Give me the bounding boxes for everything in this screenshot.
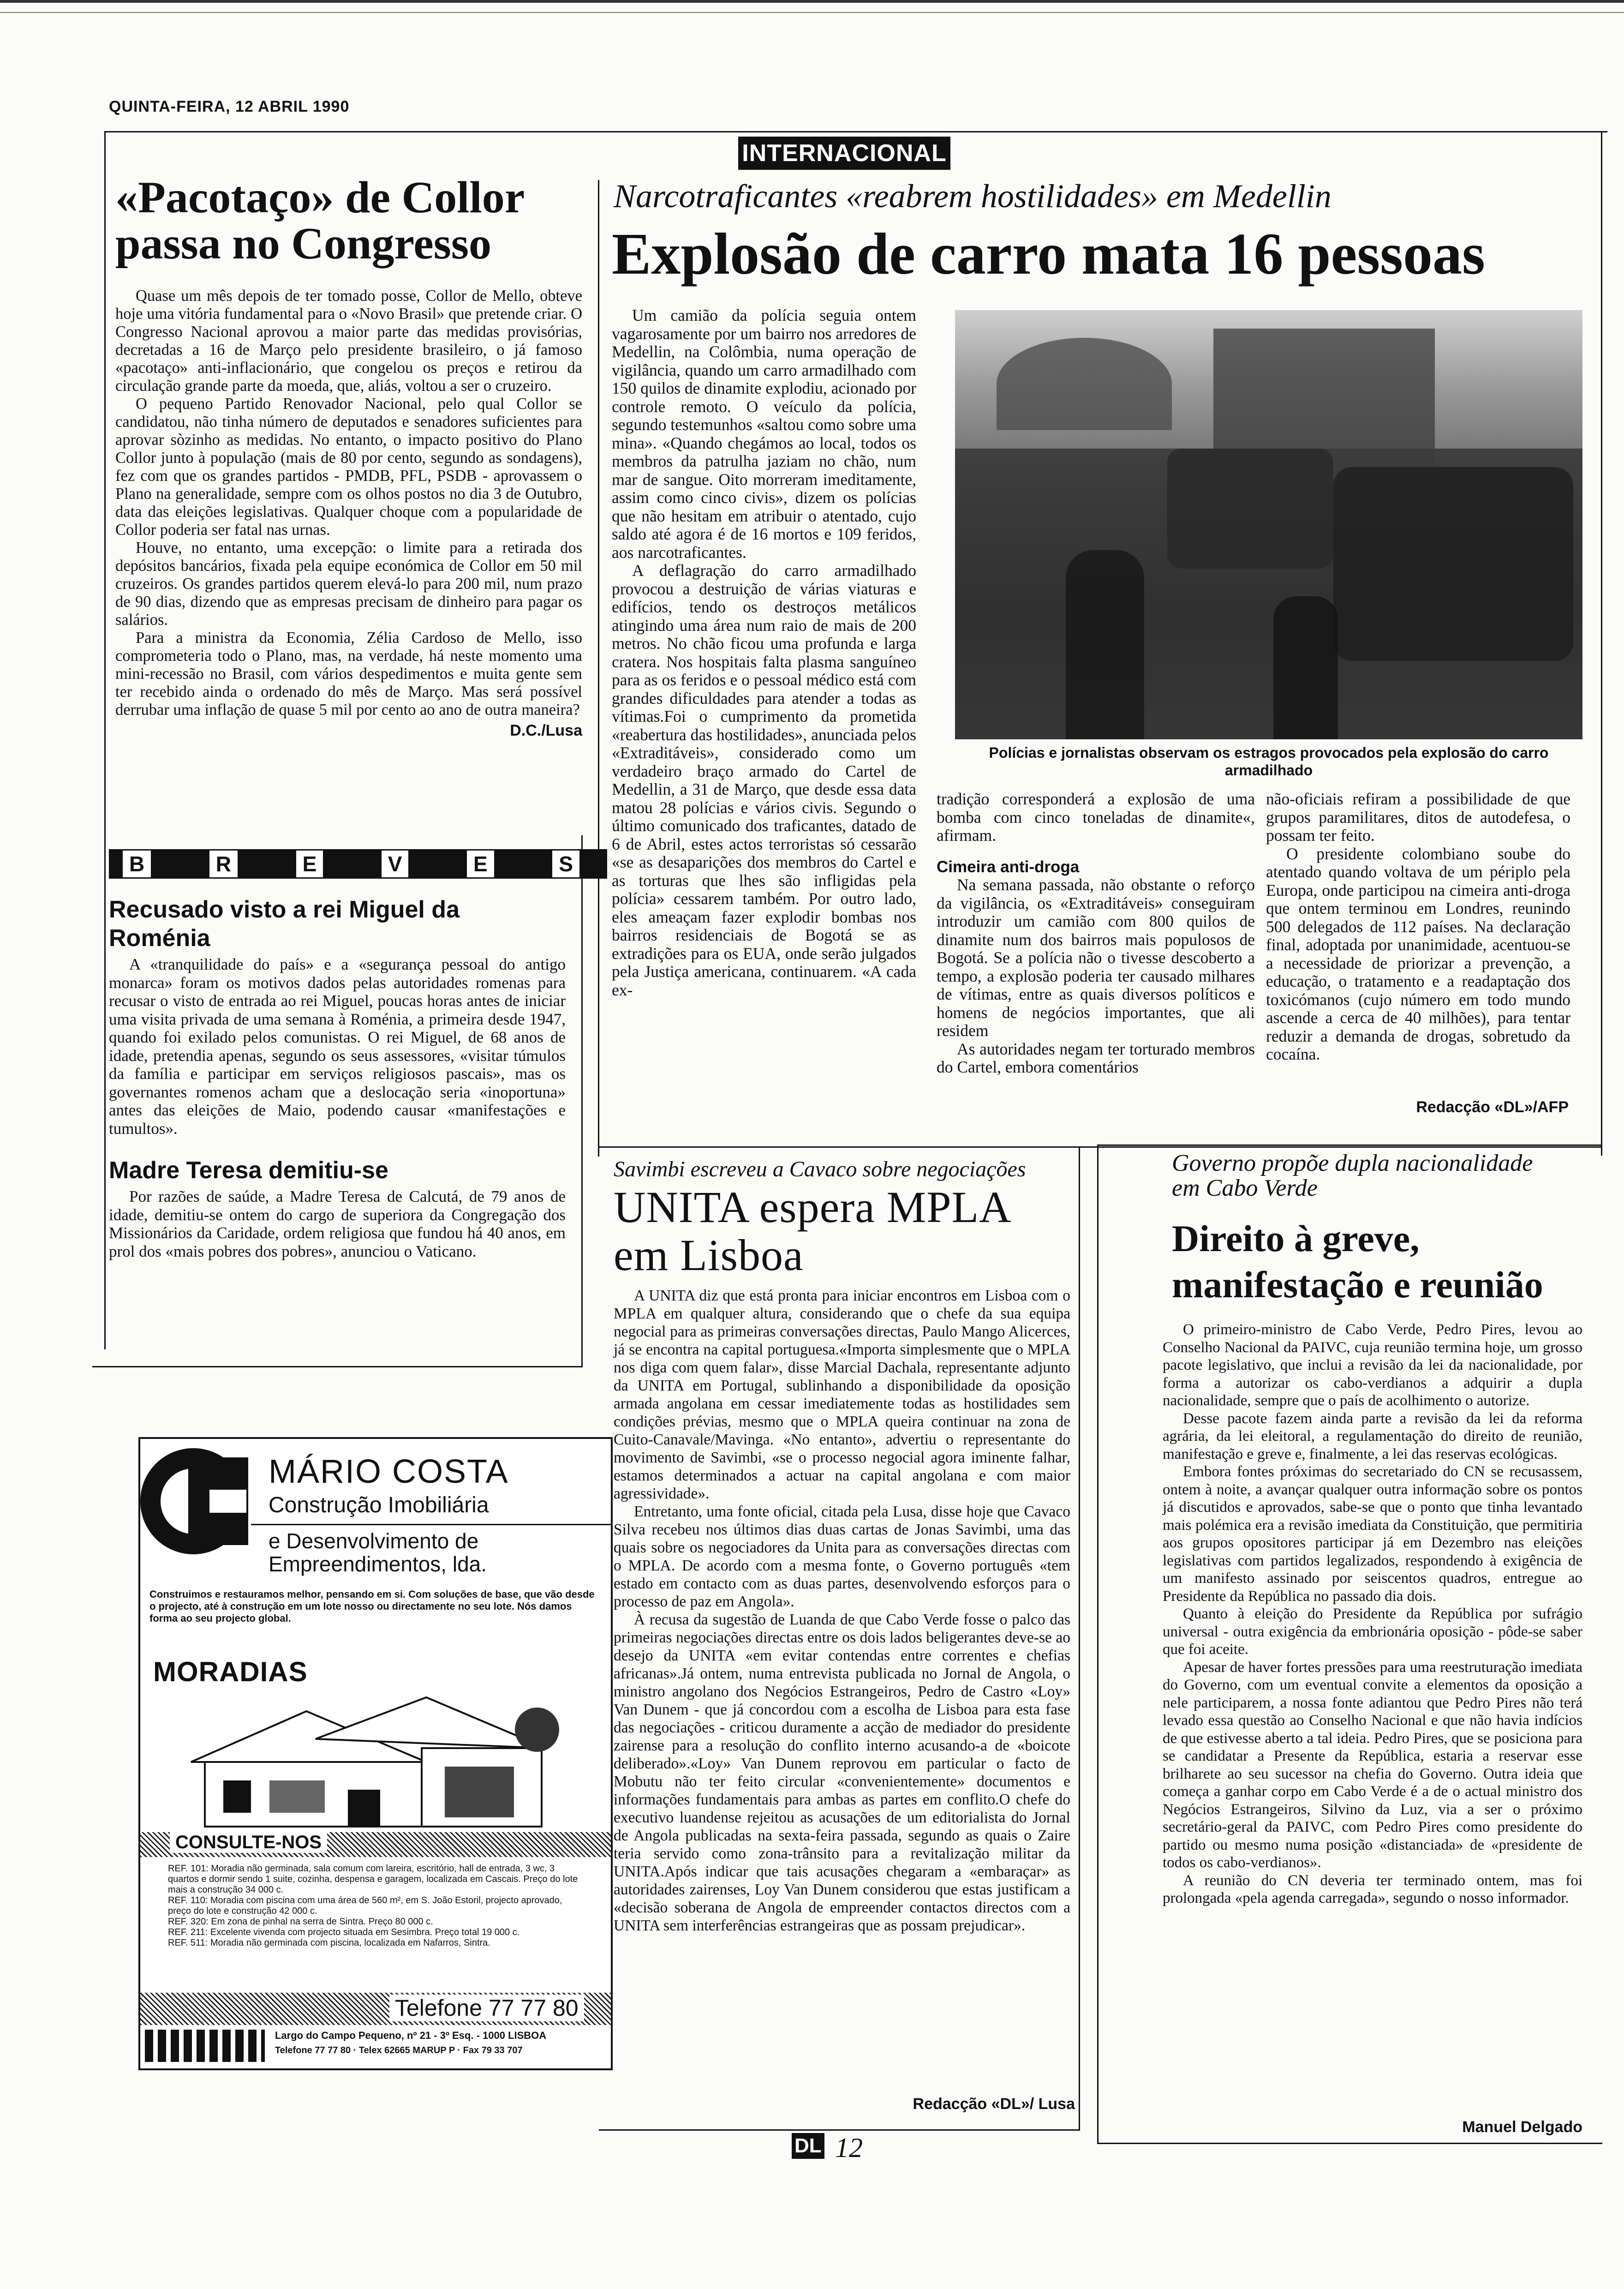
collor-paragraph: Para a ministra da Economia, Zélia Cardoso de Mello, isso comprometeria todo o Plano, mas, na verdade, há neste momento uma mini-recessão no Brasil, com vários despedimentos e muita gente sem ter recebido ainda o ordenado do mês de Março. Mas será possível derrubar uma inflação de quase 5 mil por cento ao ano de outra maneira? — [115, 629, 582, 719]
caboverde-signature: Manuel Delgado — [1462, 2118, 1582, 2136]
caboverde-paragraph: Desse pacote fazem ainda parte a revisão da lei da reforma agrária, da lei eleitoral, a regulamentação do direito de reunião, manifestação e greve e, finalmente, a lei das reservas ecológicas. — [1163, 1410, 1582, 1462]
medellin-paragraph: A deflagração do carro armadilhado provocou a destruição de várias viaturas e edifícios, tendo os destroços metálicos atingindo uma área num raio de mais de 200 metros. No chão ficou uma profunda e larga cratera. Nos hospitais falta plasma sanguíneo para as os feridos e o pessoal médico está com grandes dificuldades para atender a todas as vítimas.Foi o cumprimento da prometida «reabertura das hostilidades», anunciada pelos «Extraditáveis», considerado como um verdadeiro braço armado do Cartel de Medellin, a 31 de Março, que desde essa data matou 28 polícias e vários civis. Segundo o último comunicado dos traficantes, datado de 6 de Abril, estes actos terroristas só cessarão «se as desaparições dos membros do Cartel e as torturas que lhes são infligidas pela polícia» cessarem também. Por outro lado, eles ameaçam fazer explodir bombas nos bairros residenciais de Bogotá se as extradições para os EUA, onde serão julgados pela Justiça americana, continuarem. «A cada ex- — [612, 561, 916, 999]
unita-signature: Redacção «DL»/ Lusa — [913, 2095, 1075, 2113]
ad-phone: Telefone 77 77 80 — [389, 1995, 584, 2021]
ad-ref-item: REF. 101: Moradia não germinada, sala comum com lareira, escritório, hall de entrada, 3 wc, 3 quartos e dormir sendo 1 suite, cozinha, despensa e garagem, localizada em Cascais. Preço do lote mais a construção 34 000 c. — [168, 1864, 578, 1895]
breves-content — [109, 895, 566, 1260]
caboverde-paragraph: O primeiro-ministro de Cabo Verde, Pedro Pires, levou ao Conselho Nacional da PAIVC, cuja reunião termina hoje, um grosso pacote legislativo, que inclui a revisão da lei da nacionalidade, por forma a autorizar os cabo-verdianos a adquirir a dupla nacionalidade, sempre que o país de acolhimento o autorize. — [1163, 1321, 1582, 1409]
collor-headline: «Pacotaço» de Collor passa no Congresso — [115, 173, 524, 269]
collor-article — [115, 174, 582, 740]
top-border-thin — [0, 12, 1624, 13]
medellin-signature: Redacção «DL»/AFP — [1416, 1098, 1569, 1116]
ad-line1: Construção Imobiliária — [269, 1493, 489, 1517]
ad-brand: MÁRIO COSTA — [269, 1453, 509, 1490]
mario-costa-ad — [138, 1437, 613, 2070]
footer-logo: DL — [792, 2133, 824, 2159]
breve-paragraph: Por razões de saúde, a Madre Teresa de Calcutá, de 79 anos de idade, demitiu-se ontem do cargo de superiora da Congregação dos Missionários da Caridade, ordem religiosa que fundou há 40 anos, em prol dos «mais pobres dos pobres», anunciou o Vaticano. — [109, 1187, 566, 1260]
ad-consulte: CONSULTE-NOS — [170, 1832, 327, 1853]
medellin-paragraph: Um camião da polícia seguia ontem vagarosamente por um bairro nos arredores de Medellin, na Colômbia, numa operação de vigilância, quando um carro armadilhado com 150 quilos de dinamite explodiu, acionado por controle remoto. O veículo da polícia, segundo testemunhos «saltou como sobre uma mina». «Quando chegámos ao local, todos os membros da patrulha jaziam no chão, num mar de sangue. Oito morreram imeditamente, assim como cinco civis», dizem os polícias que não hesitam em atribuir o atentado, cujo saldo até agora é de 16 mortos e 109 feridos, aos narcotraficantes. — [612, 306, 916, 562]
photo-caption: Polícias e jornalistas observam os estragos provocados pela explosão do carro armadilhado — [989, 744, 1549, 779]
unita-kicker: Savimbi escreveu a Cavaco sobre negociações — [614, 1157, 1026, 1181]
medellin-col2-intro: tradição corresponderá a explosão de uma bomba com cinco toneladas de dinamite«, afirmam. — [937, 790, 1255, 845]
caboverde-paragraph: Quanto à eleição do Presidente da República por sufrágio universal - outra exigência da embrionária oposição - pôde-se saber que foi aceite. — [1163, 1606, 1582, 1658]
breves-letter: E — [467, 851, 494, 877]
medellin-subhead: Cimeira anti-droga — [937, 857, 1080, 876]
collor-body — [115, 287, 582, 719]
house-illustration — [186, 1693, 565, 1831]
medellin-kicker: Narcotraficantes «reabrem hostilidades» em Medellin — [614, 178, 1331, 215]
ad-contacts: Telefone 77 77 80 · Telex 62665 MARUP P · Fax 79 33 707 — [275, 2045, 523, 2055]
caboverde-headline: Direito à greve, manifestação e reunião — [1172, 1217, 1543, 1306]
ad-intro: Construimos e restauramos melhor, pensando em si. Com soluções de base, que vão desde o projecto, até à construção em um lote nosso ou directamente no seu lote. Nós damos forma ao seu projecto global. — [149, 1588, 595, 1624]
frame-top-rule — [104, 131, 1607, 132]
medellin-column-1 — [612, 306, 916, 999]
collor-signature: D.C./Lusa — [510, 722, 582, 739]
collor-paragraph: Quase um mês depois de ter tomado posse, Collor de Mello, obteve hoje uma vitória fundamental para o «Novo Brasil» que pretende criar. O Congresso Nacional aprovou a maior parte das medidas provisórias, decretadas a 16 de Março pelo presidente brasileiro, o já famoso «pacotaço» anti-inflacionário, que congelou os preços e retirou da circulação grande parte da moeda, que, aliás, voltou a ser o cruzeiro. — [115, 287, 582, 395]
caboverde-kicker: Governo propõe dupla nacionalidade em Cabo Verde — [1172, 1150, 1533, 1201]
medellin-column-2 — [937, 790, 1255, 1077]
column-divider — [598, 180, 599, 1156]
breve-text — [109, 1187, 566, 1260]
ad-moradias: MORADIAS — [153, 1656, 308, 1687]
medellin-paragraph: Na semana passada, não obstante o reforço da vigilância, os «Extraditáveis» conseguiram introduzir um camião com 800 quilos de dinamite num dos bairros mais populosos de Bogotá. Se a polícia não o tivesse descoberto a tempo, a explosão poderia ter causado milhares de vítimas, entre as quais diversos políticos e homens de negócios importantes, que ali residem — [937, 875, 1255, 1040]
caboverde-paragraph: Embora fontes próximas do secretariado do CN se recusassem, ontem à noite, a avançar qualquer outra informação sobre os pontos já discutidos e aprovados, sabe-se que o ponto que tinha levantado mais polémica era a revisão imediata da Constituição, que permitiria aos grupos opositores participar já em Dezembro nas eleições legislativas com partidos legalizados, respondendo à exigência de um manifesto assinado por seiscentos quadros, entregue ao Presidente da República no passado dia dois. — [1163, 1463, 1582, 1605]
breves-letter: V — [382, 851, 409, 877]
breve-headline: Recusado visto a rei Miguel da Roménia — [109, 896, 460, 952]
ad-ref-item: REF. 110: Moradia com piscina com uma área de 560 m², em S. João Estoril, projecto aprovado, preço do lote e construção 42 000 c. — [168, 1895, 562, 1916]
ad-line2: e Desenvolvimento de — [269, 1529, 479, 1553]
breves-letter: R — [209, 851, 238, 877]
city-skyline — [145, 2030, 265, 2062]
dateline: QUINTA-FEIRA, 12 ABRIL 1990 — [109, 98, 350, 115]
caboverde-body — [1163, 1321, 1582, 1907]
medellin-paragraph: As autoridades negam ter torturado membros do Cartel, embora comentários — [937, 1039, 1255, 1076]
breves-letter: B — [123, 851, 151, 877]
breve-headline: Madre Teresa demitiu-se — [109, 1157, 388, 1184]
ad-ref-item: REF. 511: Moradia não germinada com piscina, localizada em Nafarros, Sintra. — [168, 1938, 490, 1948]
page-number: 12 — [835, 2133, 863, 2163]
breves-letter: S — [552, 851, 579, 877]
frame-right-rule — [1601, 131, 1602, 1156]
unita-paragraph: À recusa da sugestão de Luanda de que Cabo Verde fosse o palco das primeiras negociações directas entre os dois lados beligerantes deve-se ao desejo da UNITA «em evitar contendas entre correntes e chefias africanas».Já ontem, numa entrevista publicada no Jornal de Angola, o ministro angolano dos Negócios Estrangeiros, Pedro de Castro «Loy» Van Dunem - que já concordou com a escolha de Lisboa para esta fase das negociações - criticou duramente a acção de mediador do presidente zairense para a resolução do conflito interno acusando-a de «boicote deliberado».«Loy» Van Dunem reprovou em particular o facto de Mobutu não ter feito circular «convenientemente» documentos e informações fundamentais para ambas as partes em conflito.O chefe do executivo luandense rejeitou as acusações de um editorialista do Jornal de Angola publicadas na sexta-feira passada, segundo as quais o Zaire teria servido como zona-trânsito para a revitalização militar da UNITA.Após indicar que tais acusações chegaram a «embaraçar» as autoridades zairenses, Loy Van Dunem considerou que estas justificam a «decisão soberana de Angola de empreender contactos directos com a UNITA sem interferências estrangeiras que as possam prejudicar». — [614, 1611, 1070, 1934]
unita-body — [614, 1287, 1070, 1935]
caboverde-paragraph: Apesar de haver fortes pressões para uma reestruturação imediata do Governo, com um eventual convite a elementos da oposição a nele participarem, a nossa fonte adiantou que Pedro Pires não terá levado essa questão ao Conselho Nacional e que não havia indícios de que estivesse aberto a tal ideia. Pedro Pires, que se posiciona para se candidatar a Presente da República, estaria a reservar esse brilharete ao seu sucessor na chefia do Governo. Outra ideia que começa a ganhar corpo em Cabo Verde é a de o actual ministro dos Negócios Estrangeiros, Silvino da Luz, via a ser o próximo secretário-geral da PAIVC, com Pedro Pires como presidente do partido ou mesmo numa posição «distanciada» de «presidente de todos os cabo-verdianos». — [1163, 1659, 1582, 1871]
explosion-photo — [955, 310, 1582, 739]
collor-paragraph: Houve, no entanto, uma excepção: o limite para a retirada dos depósitos bancários, fixada pela equipe económica de Collor em 50 mil cruzeiros. Os grandes partidos querem elevá-lo para 200 mil, num prazo de 90 dias, dizendo que as empresas precisam de dinheiro para pagar os salários. — [115, 539, 582, 629]
caboverde-paragraph: A reunião do CN deveria ter terminado ontem, mas foi prolongada «pela agenda carregada», segundo o nosso informador. — [1163, 1872, 1582, 1906]
breve-text — [109, 955, 566, 1138]
section-label: INTERNACIONAL — [738, 137, 950, 170]
breves-letter: E — [296, 851, 323, 877]
unita-paragraph: A UNITA diz que está pronta para iniciar encontros em Lisboa com o MPLA em qualquer altura, considerando que o chefe da sua equipa negocial para as primeiras conversações directas, Paulo Mango Alicerces, já se encontra na capital portuguesa.«Importa simplesmente que o MPLA nos diga com quem falar», disse Marcial Dachala, representante adjunto da UNITA em Portugal, sublinhando a disponibilidade da oposição armada angolana em cessar imediatemente todas as hostilidades sem condições prévias, mesmo que o MPLA queira continuar na zona de Cuito-Canavale/Mavinga. «No entanto», advertiu o representante do movimento de Savimbi, «se o processo negocial agora iminente falhar, estamos determinados a actuar na capital angolana e com maior agressividade». — [614, 1287, 1070, 1502]
breve-paragraph: A «tranquilidade do país» e a «segurança pessoal do antigo monarca» foram os motivos dados pelas autoridades romenas para recusar o visto de entrada ao rei Miguel, poucas horas antes de iniciar uma visita privada de uma semana à Roménia, a primeira desde 1947, quando foi exilado pelos comunistas. O rei Miguel, de 68 anos de idade, pretendia apenas, segundo os seus assessores, «visitar túmulos da família e participar em serviços religiosos pascais», mas os governantes romenos acham que a deslocação seria «inoportuna» antes das eleições de Maio, podendo causar «manifestações e tumultos». — [109, 955, 566, 1138]
breves-bar — [109, 849, 607, 879]
unita-headline: UNITA espera MPLA em Lisboa — [614, 1182, 1009, 1280]
ad-line3: Empreendimentos, lda. — [269, 1552, 487, 1576]
mario-costa-logo — [140, 1448, 246, 1554]
ad-ref-item: REF. 320: Em zona de pinhal na serra de Sintra. Preço 80 000 c. — [168, 1917, 433, 1927]
unita-paragraph: Entretanto, uma fonte oficial, citada pela Lusa, disse hoje que Cavaco Silva recebeu nos últimos dias duas cartas de Jonas Savimbi, uma das quais sobre os negociadores da Unita para as conversações directas com o MPLA. De acordo com a mesma fonte, o Governo português «tem estado em contacto com as duas partes, desenvolvendo esforços para o processo de paz em Angola». — [614, 1503, 1070, 1610]
ad-ref-list — [168, 1864, 583, 1948]
medellin-column-3 — [1266, 790, 1570, 1064]
collor-paragraph: O pequeno Partido Renovador Nacional, pelo qual Collor se candidatou, não tinha número de deputados e senadores suficientes para aprovar sòzinho as medidas. No entanto, o impacto positivo do Plano Collor junto à população (mais de 80 por cento, segundo as sondagens), fez com que os grandes partidos - PMDB, PFL, PSDB - aprovassem o Plano na generalidade, sempre com os olhos postos no dia 3 de Outubro, data das eleições legislativas. Qualquer choque com a popularidade de Collor poderia ser fatal nas urnas. — [115, 395, 582, 539]
ad-ref-item: REF. 211: Excelente vivenda com projecto situada em Sesimbra. Preço total 19 000 c. — [168, 1927, 520, 1937]
medellin-col3-intro: não-oficiais refiram a possibilidade de que grupos paramilitares, ditos de autodefesa, o possam ter feito. — [1266, 790, 1570, 845]
medellin-headline: Explosão de carro mata 16 pessoas — [612, 221, 1485, 287]
ad-address: Largo do Campo Pequeno, nº 21 - 3º Esq. - 1000 LISBOA — [275, 2030, 547, 2041]
medellin-paragraph: O presidente colombiano soube do atentado quando voltava de um périplo pela Europa, onde participou na cimeira anti-droga que ontem terminou em Londres, reunindo 500 delegados de 112 países. Na declaração final, adoptada por unanimidade, acentuou-se a necessidade de priorizar a prevenção, a educação, o tratamento e a readaptação dos toxicómanos (cujo número em todo mundo ascende a cerca de 40 milhões), para tentar reduzir a demanda de drogas, sobretudo da cocaína. — [1266, 844, 1570, 1063]
top-border — [0, 0, 1624, 3]
